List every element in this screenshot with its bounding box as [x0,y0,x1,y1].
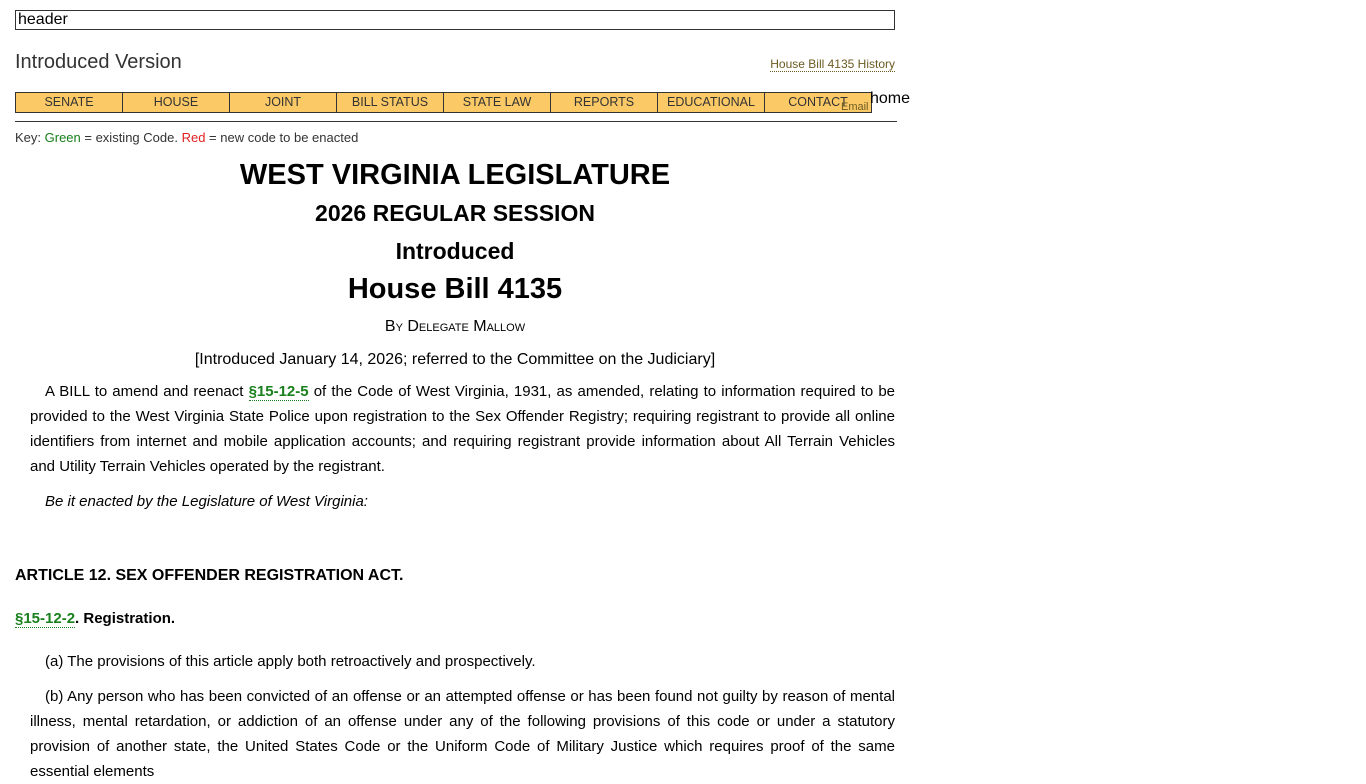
session-title: 2026 REGULAR SESSION [315,200,595,226]
legislature-title: WEST VIRGINIA LEGISLATURE [239,159,671,191]
bill-number: House Bill 4135 [347,273,563,305]
key-prefix: Key: [15,130,45,145]
paragraph-b: (b) Any person who has been convicted of an offense or an attempted offense or has been found not guilty by reason of mental illness, mental retardation, or addiction of an offense under any of the following provisions of this code or under a statutory provision of another state, the United States Code or the Uniform Code of Military Justice which requires proof of the same essential elements [30,688,895,780]
bill-title-paragraph [30,379,895,479]
color-key [15,130,895,145]
section-heading [15,610,895,627]
paragraph-a: (a) The provisions of this article apply both retroactively and prospectively. [45,653,536,670]
home-image-link[interactable]: home [870,90,911,107]
bill-history-link[interactable]: House Bill 4135 History [770,57,895,71]
email-link[interactable]: Email [841,101,869,113]
divider [15,121,897,122]
section-title: . Registration. [75,610,176,627]
nav-educational[interactable]: EDUCATIONAL [658,93,765,112]
key-green: Green [44,130,81,145]
bill-post: of the Code of West Virginia, 1931, as amended, relating to information required to be provided to the West Virginia State Police upon registration to the Sex Offender Registry; requiring registrant to provide all online identifiers from internet and mobile application accounts; and requiring registrant provide information about All Terrain Vehicles and Utility Terrain Vehicles operated by the registrant. [30,383,895,475]
code-link-15-12-5[interactable]: §15-12-5 [248,383,309,400]
header-image: header [15,10,895,30]
key-suffix: = new code to be enacted [205,130,359,145]
code-link-15-12-2[interactable]: §15-12-2 [15,610,76,627]
nav-house[interactable]: HOUSE [123,93,230,112]
bill-pre: A BILL to amend and reenact [45,383,249,400]
nav-contact[interactable]: CONTACT [788,95,848,109]
enacting-clause: Be it enacted by the Legislature of West Virginia: [45,493,368,510]
main-nav [15,92,872,113]
nav-state-law[interactable]: STATE LAW [444,93,551,112]
version-title: Introduced Version [15,51,182,73]
key-red: Red [181,130,206,145]
page [15,10,911,784]
sponsor: By Delegate Mallow [384,318,526,335]
key-mid: = existing Code. [80,130,182,145]
bill-status: Introduced [395,238,515,264]
nav-joint[interactable]: JOINT [230,93,337,112]
introduced-note: [Introduced January 14, 2026; referred to the Committee on the Judiciary] [194,351,716,368]
nav-senate[interactable]: SENATE [16,93,123,112]
article-heading: ARTICLE 12. SEX OFFENDER REGISTRATION ACT. [15,567,404,584]
nav-bill-status[interactable]: BILL STATUS [337,93,444,112]
nav-reports[interactable]: REPORTS [551,93,658,112]
